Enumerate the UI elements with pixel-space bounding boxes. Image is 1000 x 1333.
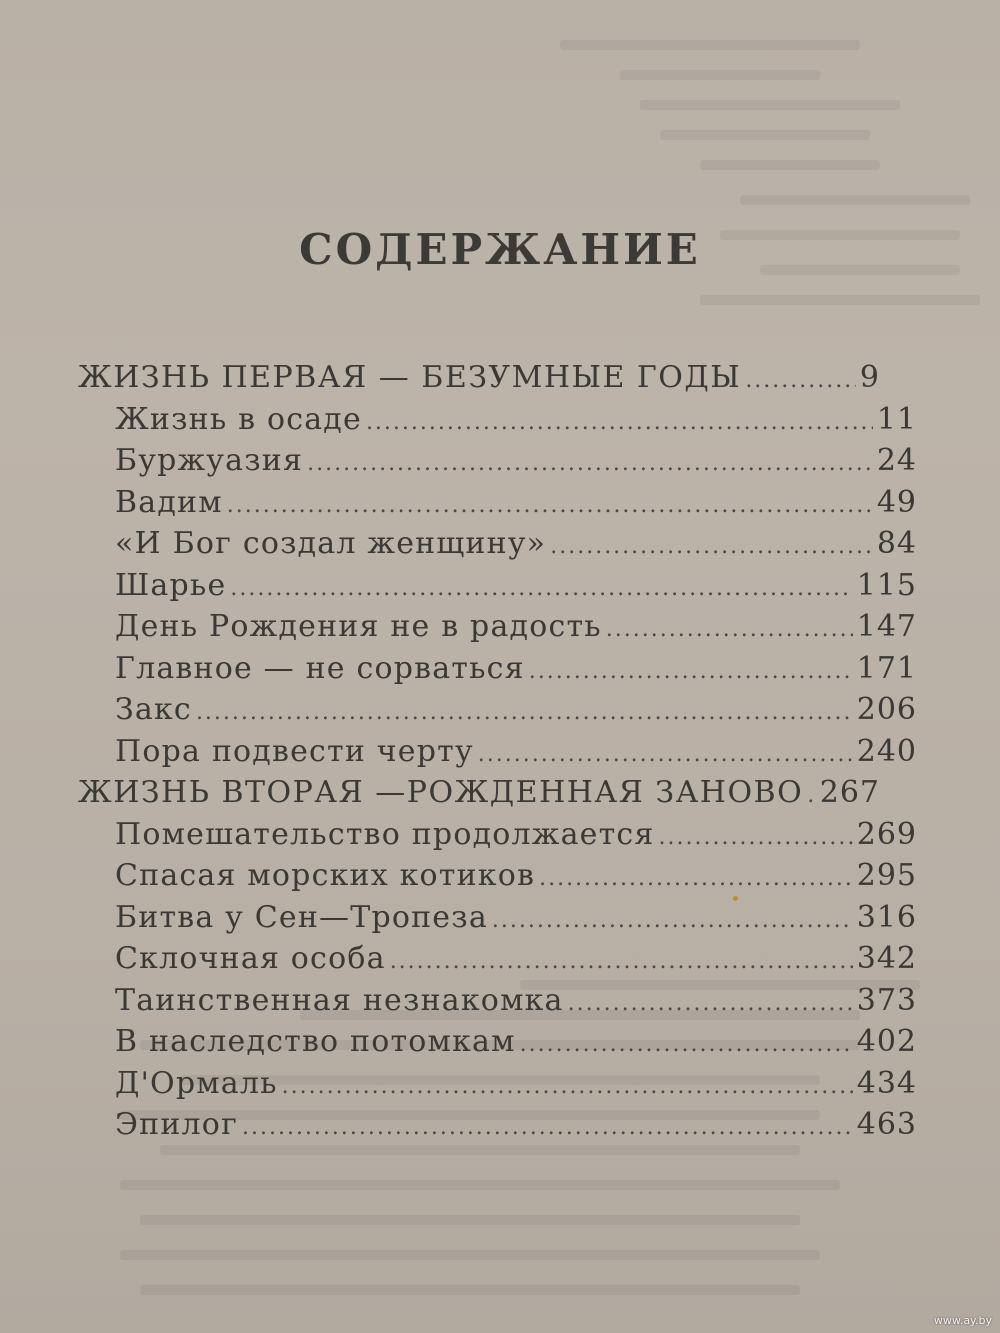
toc-entry-page-number: 267 (819, 775, 880, 810)
toc-dot-leader (230, 571, 852, 607)
toc-entry-title: День Рождения не в радость (115, 609, 602, 644)
toc-dot-leader (282, 1069, 853, 1105)
toc-entry-title: Д'Ормаль (115, 1065, 278, 1101)
toc-entry-page-number: 49 (876, 484, 917, 520)
page-title: СОДЕРЖАНИЕ (299, 225, 701, 274)
watermark: www.ay.by (933, 1314, 992, 1327)
toc-dot-leader (659, 820, 853, 856)
toc-entry-page-number: 316 (856, 899, 917, 935)
toc-dot-leader (550, 529, 873, 565)
toc-dot-leader (539, 861, 853, 897)
toc-chapter-entry (115, 402, 917, 438)
toc-entry-title: ЖИЗНЬ ВТОРАЯ —РОЖДЕННАЯ ЗАНОВО (78, 775, 804, 810)
toc-entry-title: Эпилог (115, 1107, 238, 1142)
toc-entry-page-number: 373 (856, 982, 917, 1018)
toc-entry-title: В наследство потомкам (115, 1024, 516, 1059)
toc-chapter-entry (115, 900, 917, 936)
toc-chapter-entry (115, 526, 917, 562)
toc-entry-page-number: 206 (856, 692, 917, 727)
toc-part-entry (78, 360, 880, 396)
toc-entry-title: Закс (115, 692, 192, 727)
toc-entry-page-number: 115 (856, 567, 917, 603)
toc-entry-page-number: 24 (876, 443, 917, 478)
toc-dot-leader (568, 986, 853, 1022)
toc-dot-leader (606, 612, 853, 648)
toc-chapter-entry (115, 443, 917, 479)
toc-dot-leader (390, 944, 853, 980)
toc-entry-page-number: 342 (856, 941, 917, 976)
toc-dot-leader (242, 1110, 853, 1146)
toc-entry-title: Спасая морских котиков (115, 858, 536, 893)
toc-chapter-entry (115, 817, 917, 853)
toc-entry-page-number: 171 (856, 650, 917, 686)
toc-dot-leader (520, 1027, 853, 1063)
toc-entry-title: ЖИЗНЬ ПЕРВАЯ — БЕЗУМНЫЕ ГОДЫ (78, 360, 742, 395)
toc-chapter-entry (115, 734, 917, 770)
toc-entry-title: Жизнь в осаде (115, 401, 362, 437)
toc-dot-leader (745, 363, 856, 399)
toc-entry-title: Вадим (115, 484, 223, 520)
toc-dot-leader (196, 695, 853, 731)
toc-dot-leader (492, 903, 853, 939)
toc-entry-page-number: 11 (876, 401, 917, 437)
toc-entry-page-number: 269 (856, 816, 917, 852)
toc-entry-title: Главное — не сорваться (115, 650, 525, 686)
toc-entry-title: Пора подвести черту (115, 733, 474, 769)
toc-chapter-entry (115, 941, 917, 977)
toc-entry-title: Склочная особа (115, 941, 386, 976)
toc-chapter-entry (115, 983, 917, 1019)
toc-dot-leader (307, 446, 873, 482)
toc-entry-page-number: 434 (856, 1065, 917, 1101)
toc-dot-leader (529, 654, 853, 690)
toc-chapter-entry (115, 858, 917, 894)
paper-speck (733, 896, 738, 901)
toc-dot-leader (366, 405, 873, 441)
toc-entry-title: Шарье (115, 567, 227, 603)
toc-entry-page-number: 295 (856, 858, 917, 893)
toc-chapter-entry (115, 568, 917, 604)
toc-entry-title: Помешательство продолжается (115, 816, 655, 852)
toc-chapter-entry (115, 651, 917, 687)
toc-entry-page-number: 9 (859, 360, 880, 395)
toc-entry-title: «И Бог создал женщину» (115, 526, 547, 561)
toc-chapter-entry (115, 1024, 917, 1060)
toc-chapter-entry (115, 609, 917, 645)
toc-entry-title: Таинственная незнакомка (115, 982, 564, 1018)
toc-dot-leader (478, 737, 853, 773)
toc-entry-page-number: 240 (856, 733, 917, 769)
toc-chapter-entry (115, 1107, 917, 1143)
toc-dot-leader (807, 778, 816, 814)
toc-entry-page-number: 463 (856, 1107, 917, 1142)
toc-entry-page-number: 147 (856, 609, 917, 644)
toc-chapter-entry (115, 692, 917, 728)
toc-entry-page-number: 402 (856, 1024, 917, 1059)
toc-entry-title: Битва у Сен—Тропеза (115, 899, 488, 935)
toc-dot-leader (227, 488, 873, 524)
toc-part-entry (78, 775, 880, 811)
toc-chapter-entry (115, 485, 917, 521)
toc-entry-title: Буржуазия (115, 443, 304, 478)
toc-chapter-entry (115, 1066, 917, 1102)
toc-entry-page-number: 84 (876, 526, 917, 561)
